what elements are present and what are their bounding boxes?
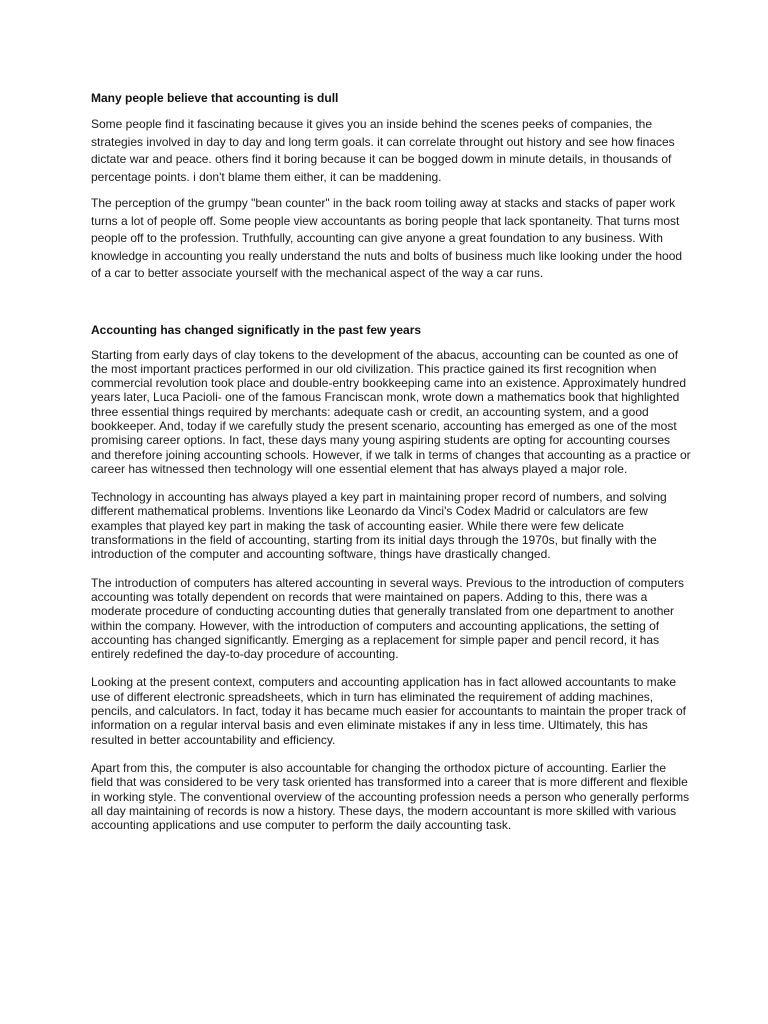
paragraph: The perception of the grumpy "bean counter" in the back room toiling away at stacks and stacks of paper work turns a lot of people off. Some people view accountants as boring people that lack spontaneity. That turns most people off to the profession. Truthfully, accounting can give anyone a great foundation to any business. With knowledge in accounting you really understand the nuts and bolts of business much like looking under the hood of a car to better associate yourself with the mechanical aspect of the way a car runs. (91, 196, 683, 280)
paragraph: The introduction of computers has altered accounting in several ways. Previous to the introduction of computers accounting was totally dependent on records that were maintained on papers. Adding to this, there was a moderate procedure of conducting accounting duties that generally translated from one department to another within the company. However, with the introduction of computers and accounting applications, the setting of accounting has changed significantly. Emerging as a replacement for simple paper and pencil record, it has entirely redefined the day-to-day procedure of accounting. (91, 575, 684, 662)
section-heading-accounting-dull: Many people believe that accounting is dull (91, 91, 339, 105)
paragraph: Looking at the present context, computers and accounting application has in fact allowed accountants to make use of different electronic spreadsheets, which in turn has eliminated the requirement of adding machines, pencils, and calculators. In fact, today it has became much easier for accountants to maintain the proper track of information on a regular interval basis and even eliminate mistakes if any in less time. Ultimately, this has resulted in better accountability and efficiency. (91, 675, 686, 747)
paragraph: Starting from early days of clay tokens to the development of the abacus, accounting can be counted as one of the most important practices performed in our old civilization. This practice gained its first recognition when commercial revolution took place and double-entry bookkeeping came into an existence. Approximately hundred years later, Luca Pacioli- one of the famous Franciscan monk, wrote down a mathematics book that highlighted three essential things required by merchants: adequate cash or credit, an accounting system, and a good bookkeeper. And, today if we carefully study the present scenario, accounting has emerged as one of the most promising career options. In fact, these days many young aspiring students are opting for accounting courses and therefore joining accounting schools. However, if we talk in terms of changes that accounting as a practice or career has witnessed then technology will one essential element that has always played a major role. (91, 347, 691, 476)
paragraph: Apart from this, the computer is also accountable for changing the orthodox picture of accounting. Earlier the field that was considered to be very task oriented has transformed into a career that is more different and flexible in working style. The conventional overview of the accounting profession needs a person who generally performs all day maintaining of records is now a history. These days, the modern accountant is more skilled with various accounting applications and use computer to perform the daily accounting task. (91, 760, 690, 833)
paragraph: Some people find it fascinating because it gives you an inside behind the scenes peeks of companies, the strategies involved in day to day and long term goals. it can correlate throught out history and see how finaces dictate war and peace. others find it boring because it can be bogged dowm in minute details, in thousands of percentage points. i don't blame them either, it can be maddening. (91, 117, 675, 184)
section-heading-accounting-changed: Accounting has changed significatly in the past few years (91, 322, 422, 337)
section-spacer (91, 292, 691, 322)
document-page (91, 90, 691, 846)
paragraph: Technology in accounting has always played a key part in maintaining proper record of numbers, and solving different mathematical problems. Inventions like Leonardo da Vinci's Codex Madrid or calculators are few examples that played key part in making the task of accounting easier. While there were few delicate transformations in the field of accounting, starting from its initial days through the 1970s, but finally with the introduction of the computer and accounting software, things have drastically changed. (91, 490, 667, 562)
